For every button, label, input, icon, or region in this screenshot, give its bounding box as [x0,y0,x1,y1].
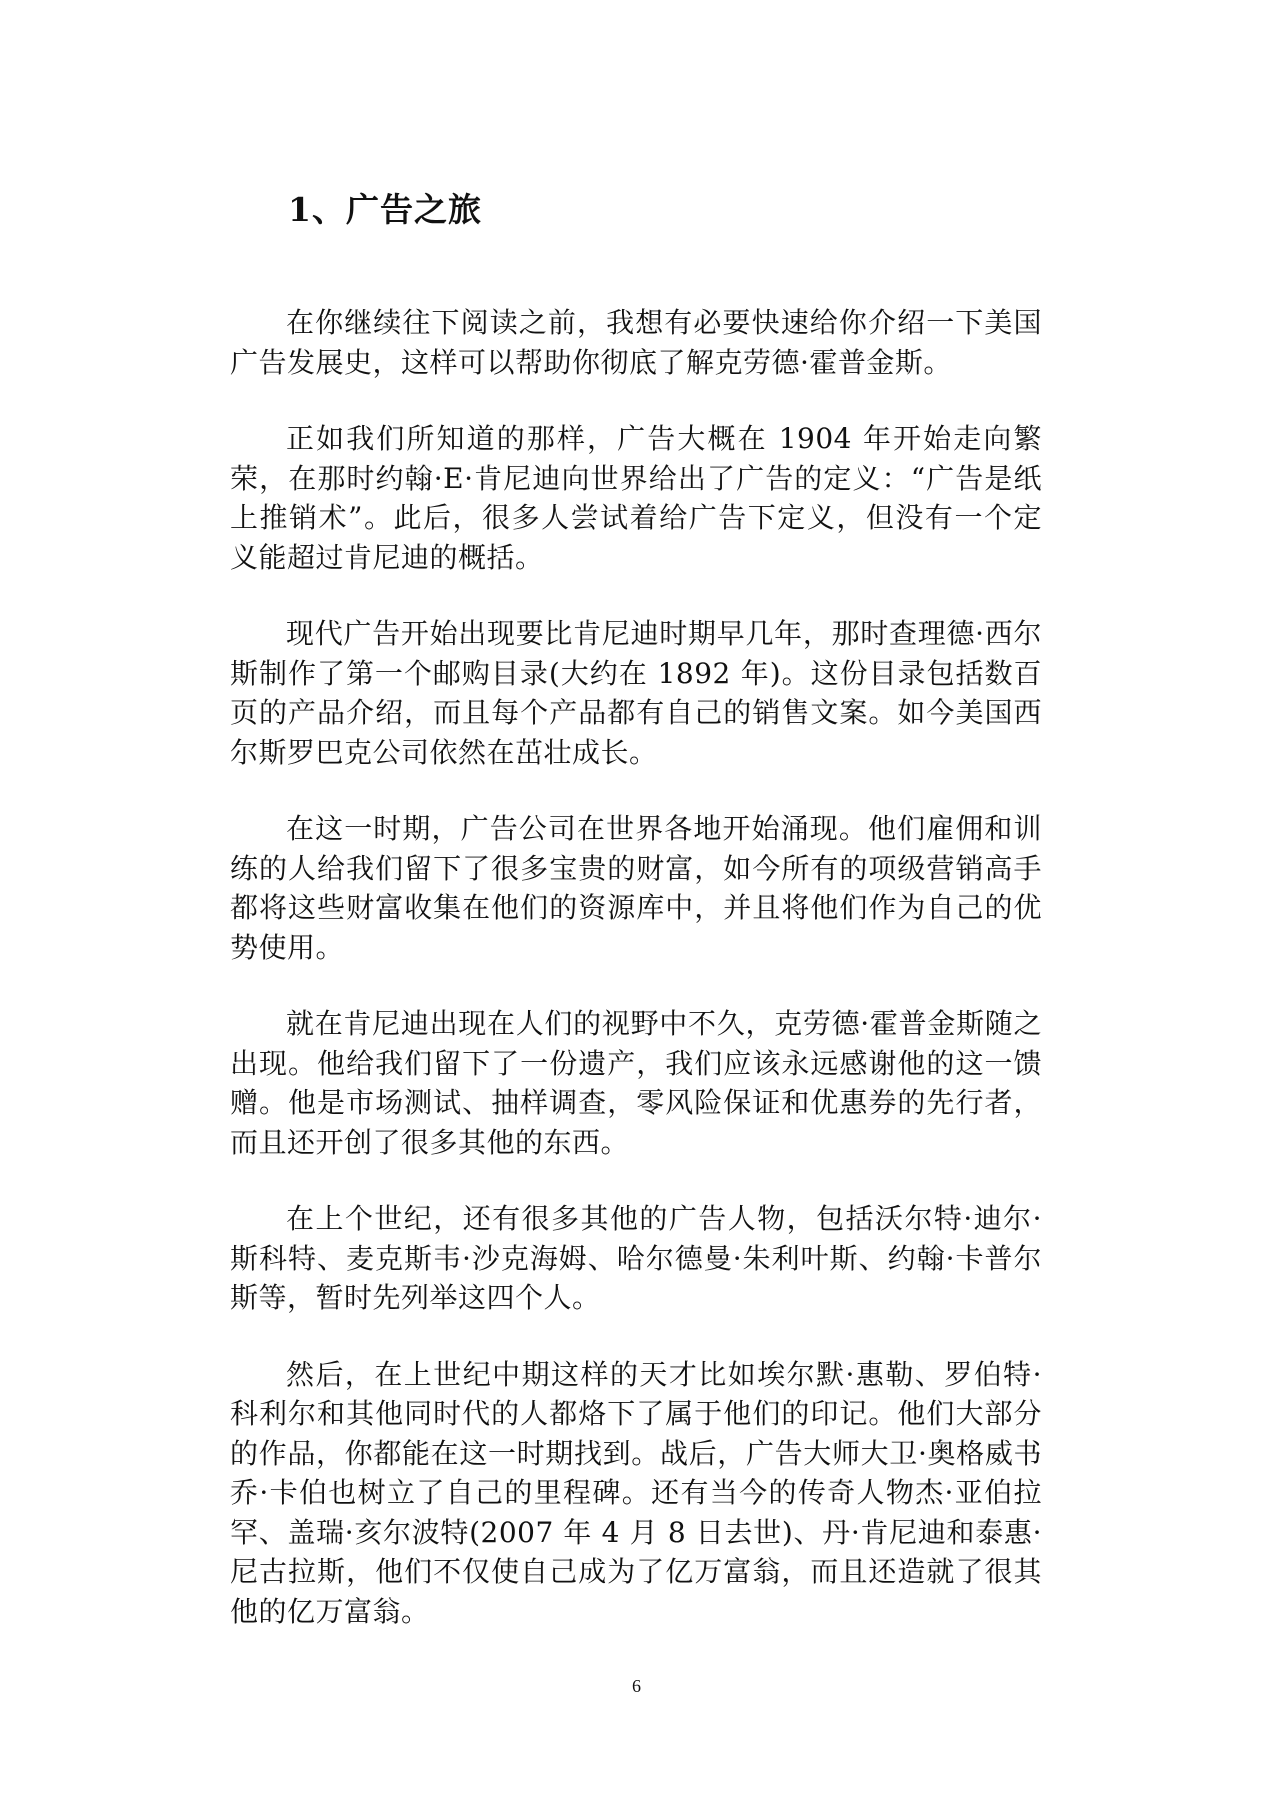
paragraph-2: 正如我们所知道的那样，广告大概在 1904 年开始走向繁荣，在那时约翰·E·肯尼迪向世界给出了广告的定义：“广告是纸上推销术”。此后，很多人尝试着给广告下定义，但没有一个定义能超过肯尼迪的概括。 [230,422,1042,574]
paragraph-1: 在你继续往下阅读之前，我想有必要快速给你介绍一下美国广告发展史，这样可以帮助你彻底了解克劳德·霍普金斯。 [230,306,1042,379]
paragraph-5: 就在肯尼迪出现在人们的视野中不久，克劳德·霍普金斯随之出现。他给我们留下了一份遗产，我们应该永远感谢他的这一馈赠。他是市场测试、抽样调查，零风险保证和优惠券的先行者，而且还开创了很多其他的东西。 [230,1007,1042,1159]
paragraph-4: 在这一时期，广告公司在世界各地开始涌现。他们雇佣和训练的人给我们留下了很多宝贵的财富，如今所有的项级营销高手都将这些财富收集在他们的资源库中，并且将他们作为自己的优势使用。 [230,812,1042,964]
paragraph-3: 现代广告开始出现要比肯尼迪时期早几年，那时查理德·西尔斯制作了第一个邮购目录(大约在 1892 年)。这份目录包括数百页的产品介绍，而且每个产品都有自己的销售文案。如今美国西尔斯罗巴克公司依然在茁壮成长。 [230,617,1042,769]
body-text [230,303,1042,1668]
paragraph-7: 然后，在上世纪中期这样的天才比如埃尔默·惠勒、罗伯特·科利尔和其他同时代的人都烙下了属于他们的印记。他们大部分的作品，你都能在这一时期找到。战后，广告大师大卫·奥格威书乔·卡伯也树立了自己的里程碑。还有当今的传奇人物杰·亚伯拉罕、盖瑞·亥尔波特(2007 年 4 月 8 日去世)、丹·肯尼迪和泰惠·尼古拉斯，他们不仅使自己成为了亿万富翁，而且还造就了很其他的亿万富翁。 [230,1357,1042,1628]
page-number: 6 [632,1676,641,1696]
section-title: 1、广告之旅 [288,190,482,229]
paragraph-6: 在上个世纪，还有很多其他的广告人物，包括沃尔特·迪尔·斯科特、麦克斯韦·沙克海姆、哈尔德曼·朱利叶斯、约翰·卡普尔斯等，暂时先列举这四个人。 [230,1202,1042,1314]
